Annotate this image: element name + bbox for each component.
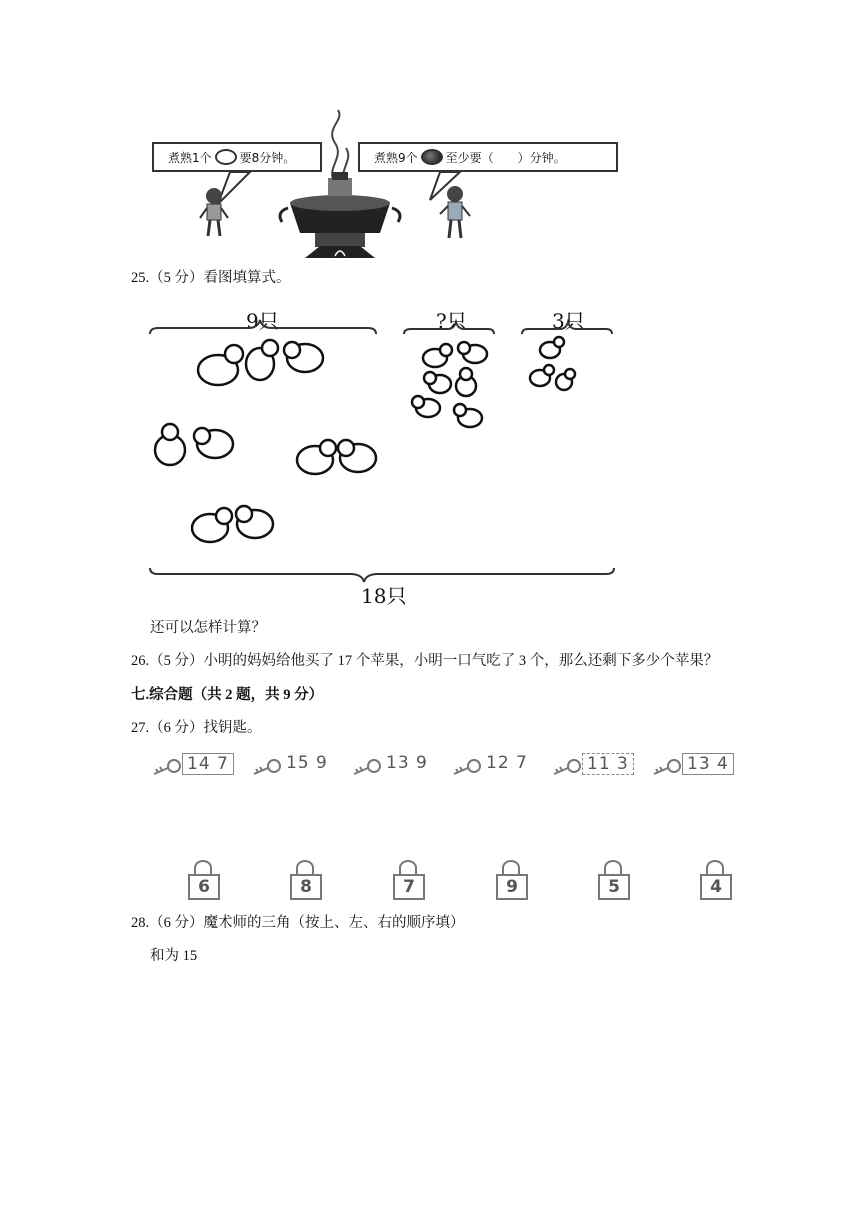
key-4-numbers: 12 7: [486, 753, 528, 773]
question-27-title: 27.（6 分）找钥匙。: [131, 720, 262, 736]
lock-2: [290, 860, 320, 900]
lock-3-number: 7: [393, 874, 425, 900]
left-speech-bubble: 煮熟1个 要8分钟。: [152, 142, 322, 172]
label-total: 18只: [361, 584, 407, 608]
key-icon: [552, 758, 582, 778]
section-7-heading: 七.综合题（共 2 题，共 9 分）: [131, 687, 324, 703]
chicks: [155, 337, 575, 542]
key-5-numbers: 11 3: [582, 753, 634, 775]
lock-shackle-icon: [603, 860, 623, 874]
label-group-2: ?只: [436, 309, 467, 333]
question-26-title: 26.（5 分）小明的妈妈给他买了 17 个苹果，小明一口气吃了 3 个，那么还剩下多少个苹果？: [131, 653, 719, 669]
lock-shackle-icon: [398, 860, 418, 874]
key-2: [252, 752, 337, 778]
label-group-1: 9只: [246, 309, 279, 333]
key-1: [152, 752, 237, 778]
key-6-numbers: 13 4: [682, 753, 734, 775]
lock-shackle-icon: [705, 860, 725, 874]
lock-2-number: 8: [290, 874, 322, 900]
question-25-follow-up: 还可以怎样计算？: [150, 620, 266, 636]
lock-3: [393, 860, 423, 900]
key-icon: [152, 758, 182, 778]
right-speech-bubble: 煮熟9个 至少要（ ）分钟。: [358, 142, 618, 172]
key-2-numbers: 15 9: [286, 753, 328, 773]
cooking-scene-illustration: [140, 108, 640, 268]
key-3-numbers: 13 9: [386, 753, 428, 773]
lock-5-number: 5: [598, 874, 630, 900]
question-28-note: 和为 15: [150, 948, 198, 964]
key-icon: [252, 758, 282, 778]
label-group-3: 3只: [552, 309, 585, 333]
lock-shackle-icon: [193, 860, 213, 874]
key-5: [552, 752, 637, 778]
key-icon: [452, 758, 482, 778]
key-1-numbers: 14 7: [182, 753, 234, 775]
question-28-title: 28.（6 分）魔术师的三角（按上、左、右的顺序填）: [131, 915, 465, 931]
lock-6-number: 4: [700, 874, 732, 900]
lock-5: [598, 860, 628, 900]
lock-6: [700, 860, 730, 900]
lock-4: [496, 860, 526, 900]
key-4: [452, 752, 537, 778]
key-6: [652, 752, 742, 778]
question-25-title: 25.（5 分）看图填算式。: [131, 270, 291, 286]
key-3: [352, 752, 437, 778]
lock-shackle-icon: [295, 860, 315, 874]
lock-4-number: 9: [496, 874, 528, 900]
chick-figure: [140, 318, 630, 583]
key-icon: [652, 758, 682, 778]
lock-1-number: 6: [188, 874, 220, 900]
lock-1: [188, 860, 218, 900]
lock-shackle-icon: [501, 860, 521, 874]
key-icon: [352, 758, 382, 778]
